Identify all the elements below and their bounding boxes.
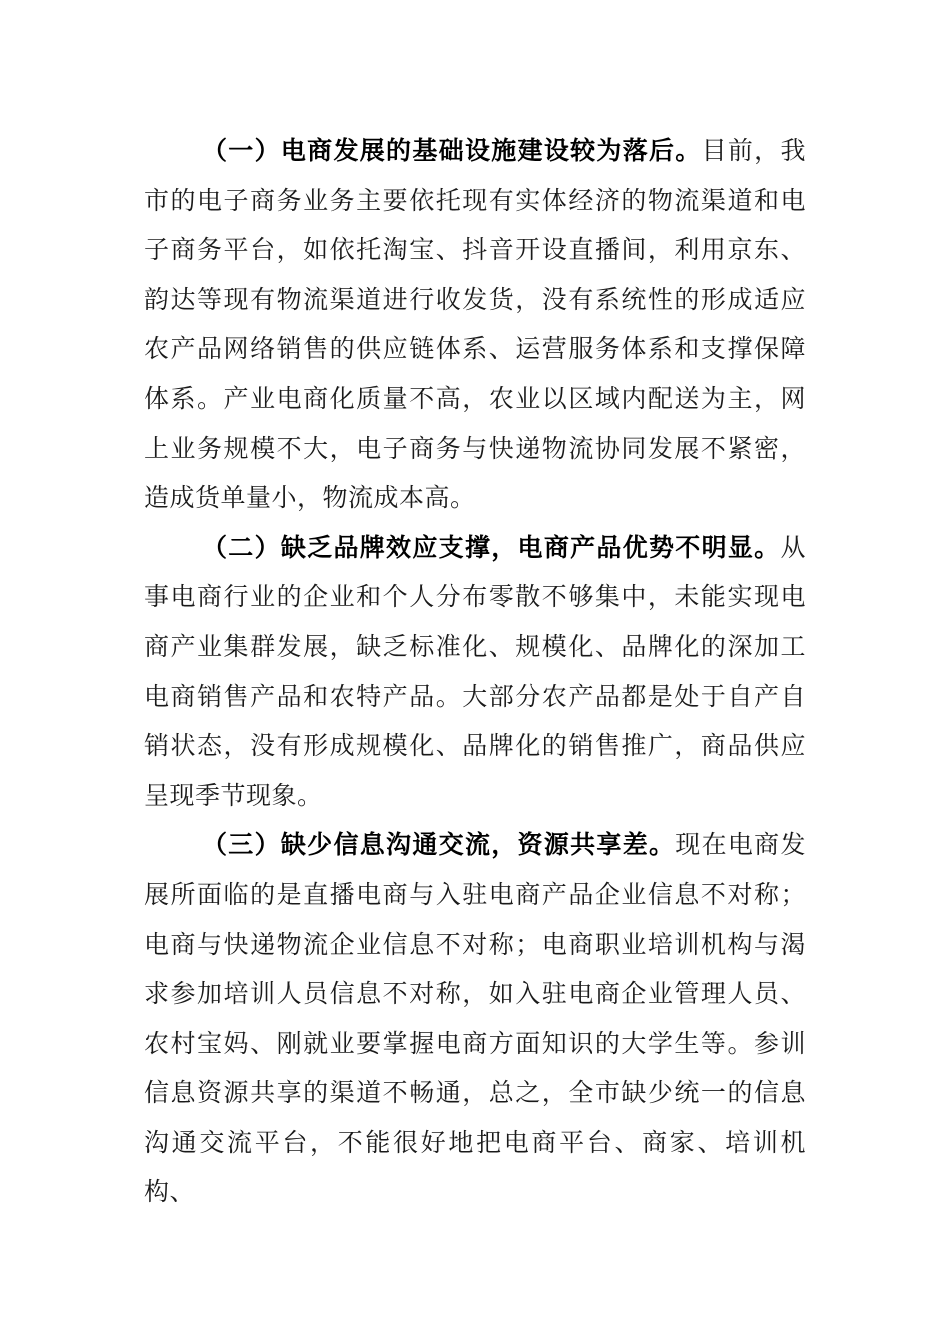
paragraph-1-heading: （一）电商发展的基础设施建设较为落后。 bbox=[202, 136, 702, 165]
paragraph-3-text: 现在电商发展所面临的是直播电商与入驻电商产品企业信息不对称；电商与快递物流企业信息不对称；电商职业培训机构与渴求参加培训人员信息不对称，如入驻电商企业管理人员、农村宝妈、刚就业要掌握电商方面知识的大学生等。参训信息资源共享的渠道不畅通，总之，全市缺少统一的信息沟通交流平台，不能很好地把电商平台、商家、培训机构、 bbox=[144, 830, 806, 1207]
paragraph-1-text: 目前，我市的电子商务业务主要依托现有实体经济的物流渠道和电子商务平台，如依托淘宝、抖音开设直播间，利用京东、韵达等现有物流渠道进行收发货，没有系统性的形成适应农产品网络销售的供应链体系、运营服务体系和支撑保障体系。产业电商化质量不高，农业以区域内配送为主，网上业务规模不大，电子商务与快递物流协同发展不紧密，造成货单量小，物流成本高。 bbox=[144, 136, 806, 513]
paragraph-3 bbox=[144, 820, 806, 1217]
paragraph-2-heading: （二）缺乏品牌效应支撑，电商产品优势不明显。 bbox=[202, 532, 781, 562]
paragraph-2-text: 从事电商行业的企业和个人分布零散不够集中，未能实现电商产业集群发展，缺乏标准化、规模化、品牌化的深加工电商销售产品和农特产品。大部分农产品都是处于自产自销状态，没有形成规模化、品牌化的销售推广，商品供应呈现季节现象。 bbox=[144, 532, 806, 810]
paragraph-3-heading: （三）缺少信息沟通交流，资源共享差。 bbox=[202, 830, 676, 860]
paragraph-1 bbox=[144, 126, 806, 523]
paragraph-2 bbox=[144, 523, 806, 821]
document-body bbox=[144, 126, 806, 1217]
